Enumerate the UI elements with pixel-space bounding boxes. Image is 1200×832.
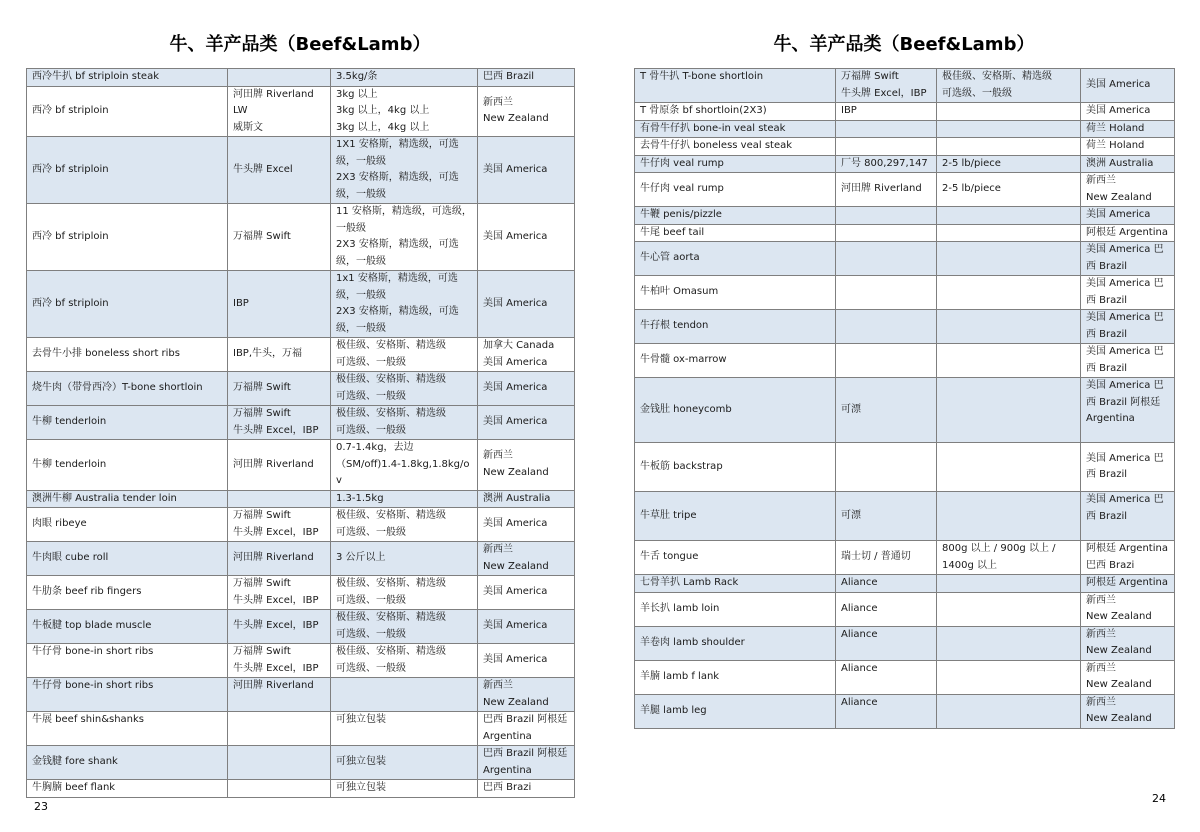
table-row (27, 338, 575, 372)
product-name: 羊卷肉 lamb shoulder (635, 626, 836, 660)
product-spec (937, 694, 1081, 728)
product-brand: Aliance (836, 626, 937, 660)
product-name: 牛板腱 top blade muscle (27, 610, 228, 644)
product-name: 金钱腱 fore shank (27, 746, 228, 780)
product-name: 西冷 bf striploin (27, 271, 228, 338)
product-spec: 极佳级、安格斯、精选级 可选级、一般级 (937, 69, 1081, 103)
product-origin: 美国 America (478, 576, 575, 610)
product-name: 牛胸腩 beef flank (27, 780, 228, 798)
product-brand: 河田牌 Riverland (228, 440, 331, 491)
product-name: 牛肉眼 cube roll (27, 542, 228, 576)
table-row (27, 271, 575, 338)
product-spec: 800g 以上 / 900g 以上 / 1400g 以上 (937, 541, 1081, 575)
product-spec: 3 公斤以上 (331, 542, 478, 576)
product-spec (937, 575, 1081, 593)
product-origin: 美国 America (478, 610, 575, 644)
product-brand: 河田牌 Riverland (228, 678, 331, 712)
product-spec (937, 310, 1081, 344)
product-brand (836, 344, 937, 378)
product-origin: 美国 America 巴西 Brazil (1081, 344, 1175, 378)
product-name: 金钱肚 honeycomb (635, 378, 836, 443)
product-table (634, 68, 1175, 729)
product-spec (937, 103, 1081, 121)
product-brand: 河田牌 Riverland LW 威斯文 (228, 86, 331, 137)
product-spec: 1.3-1.5kg (331, 490, 478, 508)
product-spec: 3kg 以上 3kg 以上，4kg 以上 3kg 以上，4kg 以上 (331, 86, 478, 137)
product-origin: 新西兰 New Zealand (1081, 592, 1175, 626)
product-brand (836, 224, 937, 242)
product-spec (331, 678, 478, 712)
product-name: 西冷 bf striploin (27, 86, 228, 137)
product-origin: 阿根廷 Argentina (1081, 224, 1175, 242)
product-name: 牛柏叶 Omasum (635, 276, 836, 310)
product-brand: 万福牌 Swift (228, 204, 331, 271)
product-name: 牛柳 tenderloin (27, 406, 228, 440)
product-spec (937, 344, 1081, 378)
product-name: 羊腿 lamb leg (635, 694, 836, 728)
product-name: 羊长扒 lamb loin (635, 592, 836, 626)
product-spec: 1x1 安格斯，精选级，可选级，一般级 2X3 安格斯，精选级，可选级，一般级 (331, 271, 478, 338)
table-row (27, 86, 575, 137)
table-row (27, 576, 575, 610)
product-origin: 荷兰 Holand (1081, 138, 1175, 156)
product-origin: 美国 America 巴西 Brazil (1081, 310, 1175, 344)
table-row (635, 173, 1175, 207)
product-origin: 美国 America 巴西 Brazil (1081, 443, 1175, 492)
table-row (27, 137, 575, 204)
product-origin: 巴西 Brazi (478, 780, 575, 798)
product-brand: 万福牌 Swift 牛头牌 Excel，IBP (228, 508, 331, 542)
product-spec: 极佳级、安格斯、精选级 可选级、一般级 (331, 610, 478, 644)
product-origin: 阿根廷 Argentina (1081, 575, 1175, 593)
table-row (635, 310, 1175, 344)
product-name: 牛孖根 tendon (635, 310, 836, 344)
product-name: 牛展 beef shin&shanks (27, 712, 228, 746)
product-brand: 牛头牌 Excel，IBP (228, 610, 331, 644)
product-spec: 极佳级、安格斯、精选级 可选级、一般级 (331, 338, 478, 372)
table-row (27, 69, 575, 87)
product-spec (937, 276, 1081, 310)
product-name: 牛舌 tongue (635, 541, 836, 575)
product-brand: 河田牌 Riverland (836, 173, 937, 207)
product-origin: 巴西 Brazil 阿根廷 Argentina (478, 712, 575, 746)
table-row (635, 575, 1175, 593)
table-row (27, 406, 575, 440)
product-name: 去骨牛仔扒 boneless veal steak (635, 138, 836, 156)
table-row (27, 204, 575, 271)
product-spec: 1X1 安格斯，精选级，可选级，一般级 2X3 安格斯，精选级，可选级，一般级 (331, 137, 478, 204)
product-brand: IBP (836, 103, 937, 121)
product-brand: Aliance (836, 694, 937, 728)
product-spec (937, 378, 1081, 443)
product-origin: 新西兰 New Zealand (478, 542, 575, 576)
product-origin: 新西兰 New Zealand (1081, 694, 1175, 728)
product-origin: 美国 America (478, 406, 575, 440)
product-spec (937, 138, 1081, 156)
product-name: 牛柳 tenderloin (27, 440, 228, 491)
product-origin: 阿根廷 Argentina 巴西 Brazi (1081, 541, 1175, 575)
product-spec: 可独立包装 (331, 712, 478, 746)
product-name: 牛肋条 beef rib fingers (27, 576, 228, 610)
product-spec (937, 626, 1081, 660)
product-origin: 澳洲 Australia (478, 490, 575, 508)
product-name: 牛板筋 backstrap (635, 443, 836, 492)
product-name: 牛仔骨 bone-in short ribs (27, 678, 228, 712)
product-brand (228, 490, 331, 508)
product-brand: 万福牌 Swift (228, 372, 331, 406)
product-spec: 极佳级、安格斯、精选级 可选级、一般级 (331, 576, 478, 610)
product-brand: 万福牌 Swift 牛头牌 Excel，IBP (228, 644, 331, 678)
product-name: 西冷牛扒 bf striploin steak (27, 69, 228, 87)
table-row (27, 440, 575, 491)
product-origin: 新西兰 New Zealand (478, 678, 575, 712)
product-origin: 美国 America (1081, 103, 1175, 121)
table-row (635, 660, 1175, 694)
product-name: T 骨牛扒 T-bone shortloin (635, 69, 836, 103)
product-brand (836, 443, 937, 492)
product-brand: 牛头牌 Excel (228, 137, 331, 204)
product-origin: 新西兰 New Zealand (478, 440, 575, 491)
product-origin: 美国 America 巴西 Brazil 阿根廷 Argentina (1081, 378, 1175, 443)
product-name: 澳洲牛柳 Australia tender loin (27, 490, 228, 508)
product-origin: 巴西 Brazil 阿根廷 Argentina (478, 746, 575, 780)
product-origin: 美国 America (478, 204, 575, 271)
product-brand: 厂号 800,297,147 (836, 155, 937, 173)
product-brand: 万福牌 Swift 牛头牌 Excel，IBP (228, 576, 331, 610)
product-origin: 美国 America (478, 271, 575, 338)
product-spec: 极佳级、安格斯、精选级 可选级、一般级 (331, 644, 478, 678)
table-row (635, 69, 1175, 103)
table-row (27, 678, 575, 712)
page-number: 24 (1152, 792, 1166, 805)
product-origin: 加拿大 Canada 美国 America (478, 338, 575, 372)
product-brand: 河田牌 Riverland (228, 542, 331, 576)
table-row (635, 378, 1175, 443)
table-row (27, 780, 575, 798)
table-row (27, 508, 575, 542)
product-brand: 万福牌 Swift 牛头牌 Excel，IBP (836, 69, 937, 103)
table-row (27, 746, 575, 780)
product-brand (836, 138, 937, 156)
product-brand (836, 207, 937, 225)
table-row (635, 103, 1175, 121)
product-brand (228, 69, 331, 87)
table-row (635, 592, 1175, 626)
product-spec (937, 224, 1081, 242)
product-name: 羊腩 lamb f lank (635, 660, 836, 694)
product-brand: 可漂 (836, 492, 937, 541)
product-spec (937, 592, 1081, 626)
product-spec: 极佳级、安格斯、精选级 可选级、一般级 (331, 372, 478, 406)
product-name: 去骨牛小排 boneless short ribs (27, 338, 228, 372)
product-spec: 极佳级、安格斯、精选级 可选级、一般级 (331, 508, 478, 542)
product-name: 肉眼 ribeye (27, 508, 228, 542)
table-row (635, 541, 1175, 575)
table-row (635, 242, 1175, 276)
product-brand: Aliance (836, 660, 937, 694)
product-brand (228, 780, 331, 798)
product-brand: 可漂 (836, 378, 937, 443)
product-name: 有骨牛仔扒 bone-in veal steak (635, 120, 836, 138)
table-row (635, 492, 1175, 541)
product-brand (836, 120, 937, 138)
product-name: 牛鞭 penis/pizzle (635, 207, 836, 225)
product-spec: 可独立包装 (331, 780, 478, 798)
product-spec: 2-5 lb/piece (937, 173, 1081, 207)
table-row (27, 542, 575, 576)
table-row (635, 155, 1175, 173)
product-spec: 11 安格斯，精选级，可选级，一般级 2X3 安格斯，精选级，可选级，一般级 (331, 204, 478, 271)
table-row (635, 276, 1175, 310)
product-brand: 瑞士切 / 普通切 (836, 541, 937, 575)
product-origin: 新西兰 New Zealand (1081, 660, 1175, 694)
product-origin: 美国 America 巴西 Brazil (1081, 492, 1175, 541)
product-brand: IBP (228, 271, 331, 338)
product-spec: 可独立包装 (331, 746, 478, 780)
table-row (635, 138, 1175, 156)
page-title: 牛、羊产品类（Beef&Lamb） (169, 34, 431, 55)
product-name: T 骨原条 bf shortloin(2X3) (635, 103, 836, 121)
product-origin: 荷兰 Holand (1081, 120, 1175, 138)
product-name: 牛仔肉 veal rump (635, 155, 836, 173)
product-name: 牛尾 beef tail (635, 224, 836, 242)
product-brand: IBP,牛头，万福 (228, 338, 331, 372)
product-origin: 美国 America (1081, 207, 1175, 225)
product-spec: 3.5kg/条 (331, 69, 478, 87)
table-row (635, 224, 1175, 242)
table-row (27, 644, 575, 678)
product-name: 西冷 bf striploin (27, 137, 228, 204)
product-brand (836, 276, 937, 310)
product-spec (937, 120, 1081, 138)
product-origin: 美国 America (1081, 69, 1175, 103)
page-title: 牛、羊产品类（Beef&Lamb） (773, 34, 1035, 55)
product-origin: 新西兰 New Zealand (1081, 626, 1175, 660)
product-name: 七骨羊扒 Lamb Rack (635, 575, 836, 593)
table-row (27, 610, 575, 644)
product-name: 牛仔肉 veal rump (635, 173, 836, 207)
product-name: 西冷 bf striploin (27, 204, 228, 271)
product-origin: 澳洲 Australia (1081, 155, 1175, 173)
product-name: 牛骨髓 ox-marrow (635, 344, 836, 378)
product-name: 牛仔骨 bone-in short ribs (27, 644, 228, 678)
table-row (27, 490, 575, 508)
product-origin: 巴西 Brazil (478, 69, 575, 87)
product-origin: 美国 America (478, 137, 575, 204)
product-table (26, 68, 575, 798)
product-spec (937, 492, 1081, 541)
table-row (635, 694, 1175, 728)
product-brand (836, 310, 937, 344)
product-spec: 2-5 lb/piece (937, 155, 1081, 173)
table-row (635, 443, 1175, 492)
product-brand: Aliance (836, 592, 937, 626)
product-spec (937, 660, 1081, 694)
product-origin: 美国 America 巴西 Brazil (1081, 276, 1175, 310)
product-spec (937, 242, 1081, 276)
product-brand (836, 242, 937, 276)
page-number: 23 (34, 800, 48, 813)
product-origin: 新西兰 New Zealand (1081, 173, 1175, 207)
product-origin: 美国 America (478, 372, 575, 406)
product-origin: 新西兰 New Zealand (478, 86, 575, 137)
product-spec (937, 207, 1081, 225)
product-origin: 美国 America 巴西 Brazil (1081, 242, 1175, 276)
product-name: 牛草肚 tripe (635, 492, 836, 541)
product-brand (228, 746, 331, 780)
product-origin: 美国 America (478, 644, 575, 678)
table-row (635, 626, 1175, 660)
product-spec: 极佳级、安格斯、精选级 可选级、一般级 (331, 406, 478, 440)
product-name: 牛心管 aorta (635, 242, 836, 276)
table-row (27, 712, 575, 746)
product-brand: Aliance (836, 575, 937, 593)
table-row (635, 120, 1175, 138)
product-spec: 0.7-1.4kg，去边 （SM/off)1.4-1.8kg,1.8kg/o v (331, 440, 478, 491)
product-spec (937, 443, 1081, 492)
product-brand (228, 712, 331, 746)
table-row (27, 372, 575, 406)
table-row (635, 344, 1175, 378)
product-brand: 万福牌 Swift 牛头牌 Excel，IBP (228, 406, 331, 440)
product-name: 烧牛肉（带骨西冷）T-bone shortloin (27, 372, 228, 406)
table-row (635, 207, 1175, 225)
product-origin: 美国 America (478, 508, 575, 542)
